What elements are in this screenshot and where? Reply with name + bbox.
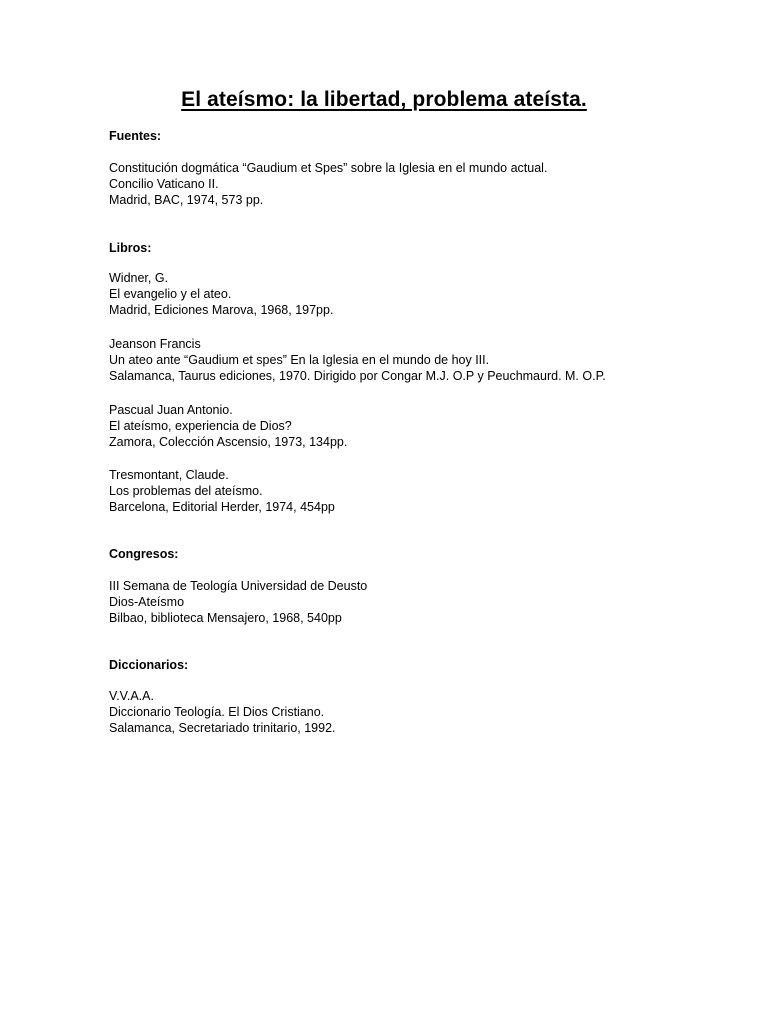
reference-line: Un ateo ante “Gaudium et spes” En la Iglesia en el mundo de hoy III. [109,353,490,367]
section-heading-fuentes: Fuentes: [109,129,162,143]
reference-entry [109,578,367,626]
reference-entry [109,336,606,384]
reference-line: Tresmontant, Claude. [109,468,229,482]
reference-line: Los problemas del ateísmo. [109,484,263,498]
reference-line: El evangelio y el ateo. [109,287,232,301]
reference-entry [109,270,333,318]
reference-line: Constitución dogmática “Gaudium et Spes” sobre la Iglesia en el mundo actual. [109,161,548,175]
reference-line: Jeanson Francis [109,337,201,351]
reference-line: V.V.A.A. [109,689,154,703]
section-heading-diccionarios: Diccionarios: [109,658,189,672]
reference-line: Salamanca, Secretariado trinitario, 1992. [109,721,336,735]
reference-line: Madrid, BAC, 1974, 573 pp. [109,193,264,207]
reference-line: III Semana de Teología Universidad de Deusto [109,579,368,593]
reference-line: Widner, G. [109,271,169,285]
reference-line: El ateísmo, experiencia de Dios? [109,419,292,433]
reference-line: Barcelona, Editorial Herder, 1974, 454pp [109,500,335,514]
reference-line: Zamora, Colección Ascensio, 1973, 134pp. [109,435,348,449]
reference-entry [109,467,335,515]
section-heading-congresos: Congresos: [109,547,179,561]
document-title: El ateísmo: la libertad, problema ateísta. [181,88,587,111]
reference-line: Dios-Ateísmo [109,595,185,609]
reference-line: Bilbao, biblioteca Mensajero, 1968, 540pp [109,611,342,625]
reference-entry [109,402,347,450]
reference-line: Pascual Juan Antonio. [109,403,233,417]
reference-line: Salamanca, Taurus ediciones, 1970. Dirigido por Congar M.J. O.P y Peuchmaurd. M. O.P. [109,369,606,383]
reference-entry [109,688,336,736]
reference-line: Madrid, Ediciones Marova, 1968, 197pp. [109,303,334,317]
reference-line: Diccionario Teología. El Dios Cristiano. [109,705,325,719]
reference-entry [109,160,547,208]
reference-line: Concilio Vaticano II. [109,177,219,191]
section-heading-libros: Libros: [109,241,152,255]
